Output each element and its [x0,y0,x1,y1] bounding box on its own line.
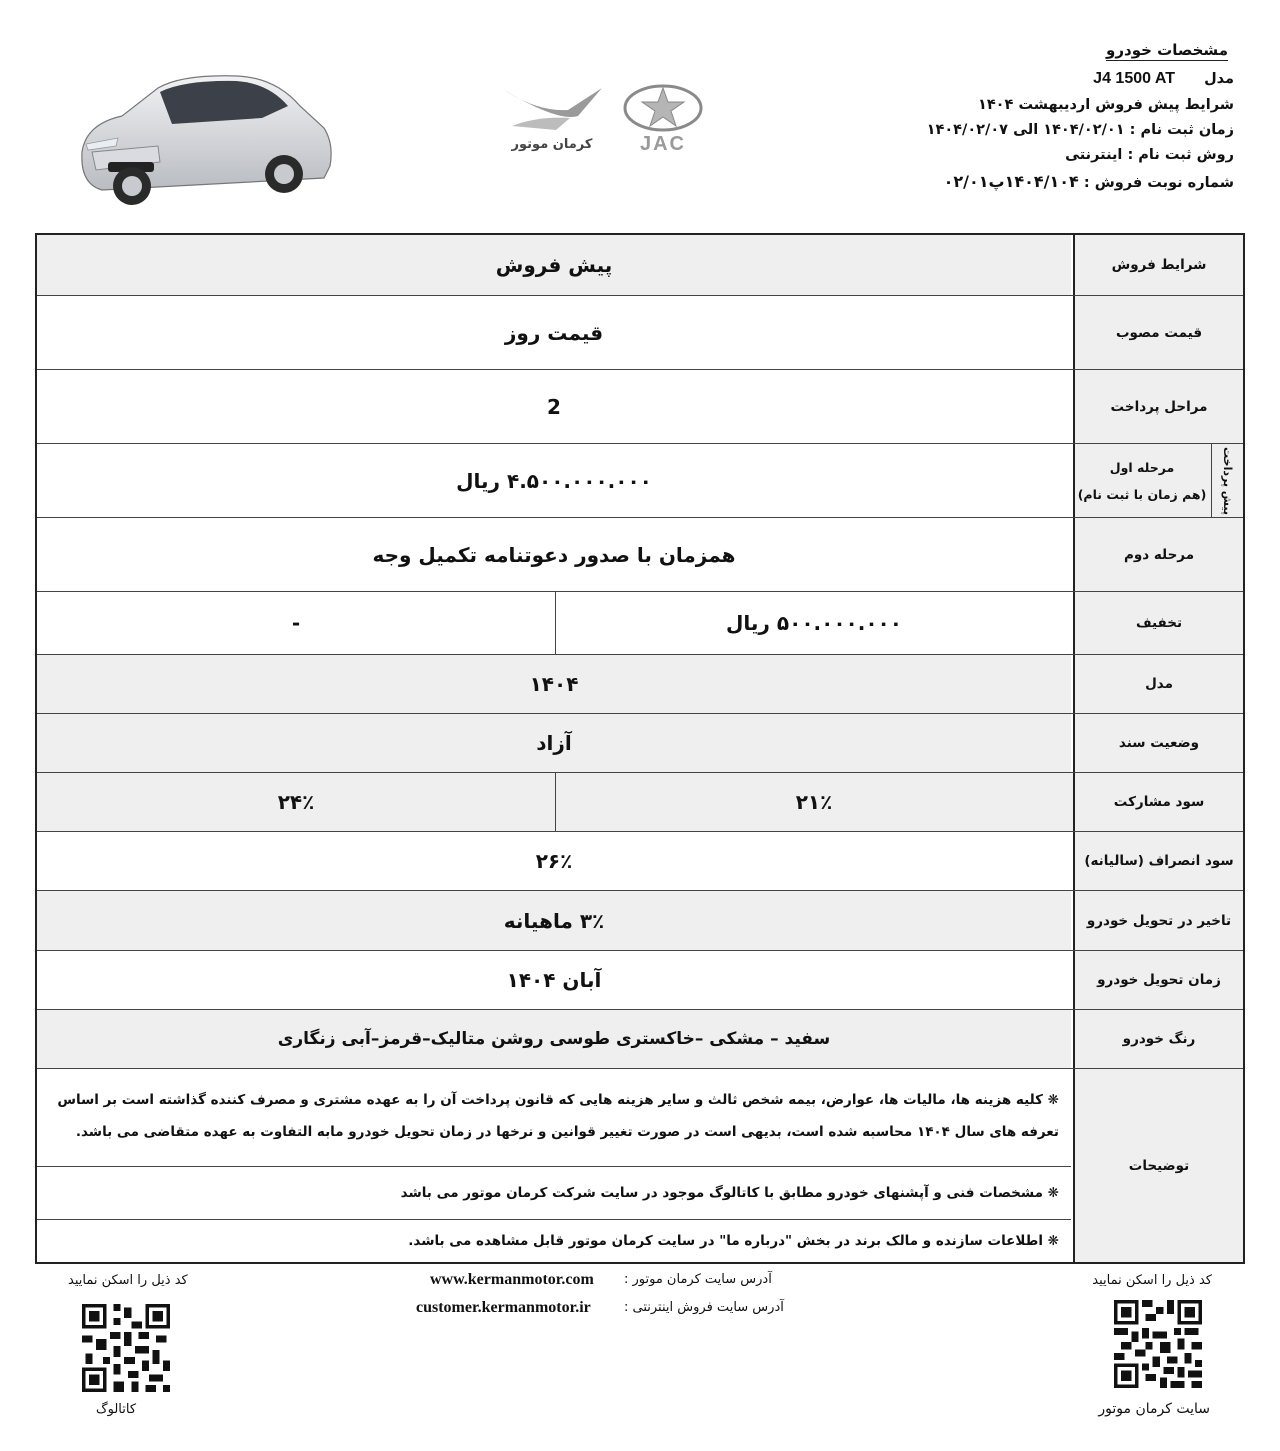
second-stage-label: مرحله دوم [1073,518,1243,591]
row-sale-conditions [37,235,1243,296]
row-model-year [37,655,1243,714]
approved-price-value: قیمت روز [37,296,1071,369]
first-stage-labels [1073,444,1211,517]
cancellation-profit-value: ۲۶٪ [37,832,1071,890]
row-document-status [37,714,1243,773]
sales-address-url[interactable]: customer.kermanmotor.ir [416,1299,591,1316]
document-status-label: وضعیت سند [1073,714,1243,772]
payment-stages-value: 2 [37,370,1071,443]
first-stage-label-cell [1073,444,1243,517]
color-label: رنگ خودرو [1073,1010,1243,1068]
cancellation-profit-label: سود انصراف (سالیانه) [1073,832,1243,890]
document-status-value: آزاد [37,714,1071,772]
conditions-table [35,233,1245,1264]
row-cancellation-profit [37,832,1243,891]
sale-number-line [814,172,1234,191]
scan-instruction-left: کد ذیل را اسکن نمایید [68,1273,188,1288]
site-address-url[interactable]: www.kermanmotor.com [430,1271,594,1288]
header-info [814,40,1234,191]
model-label: مدل [1204,71,1234,87]
sales-address-label: آدرس سایت فروش اینترنتی : [624,1300,784,1315]
delivery-delay-value: ۳٪ ماهیانه [37,891,1071,950]
row-approved-price [37,296,1243,370]
kerman-motor-logo-text: کرمان موتور [511,137,593,152]
note-item-2: ❋ مشخصات فنی و آپشنهای خودرو مطابق با کاتالوگ موجود در سایت شرکت کرمان موتور می باشد [37,1167,1071,1220]
kerman-motor-logo [498,82,606,156]
sale-number-value: ۱۴۰۴/۱۰۴پ۰۲/۰۱ [943,172,1079,191]
sale-conditions-label: شرایط فروش [1073,235,1243,295]
row-participation-profit [37,773,1243,832]
catalog-qr-code[interactable] [76,1304,176,1392]
registration-method-line: روش ثبت نام : اینترنتی [1065,147,1234,163]
participation-profit-label: سود مشارکت [1073,773,1243,831]
prepayment-side-label: پیش پرداخت [1221,446,1234,515]
scan-instruction-right: کد ذیل را اسکن نمایید [1092,1273,1212,1288]
website-qr-caption: سایت کرمان موتور [1098,1401,1210,1417]
row-delivery-time [37,951,1243,1010]
color-value: سفید – مشکی –خاکستری طوسی روشن متالیک–قرمز–آبی زنگاری [37,1010,1071,1068]
participation-profit-left: ۲۴٪ [37,773,556,831]
row-discount [37,592,1243,655]
prepayment-side-label-cell [1211,444,1243,517]
website-qr-code[interactable] [1104,1300,1212,1388]
sale-conditions-value: پیش فروش [37,235,1071,295]
model-value: J4 1500 AT [1093,70,1175,87]
row-second-stage [37,518,1243,592]
first-stage-label: مرحله اول [1109,459,1175,475]
row-color [37,1010,1243,1069]
payment-stages-label: مراحل پرداخت [1073,370,1243,443]
catalog-qr-caption: کاتالوگ [96,1402,137,1417]
sale-number-label: شماره نوبت فروش : [1083,175,1234,191]
participation-profit-right: ۲۱٪ [795,790,833,814]
first-stage-sublabel: (هم زمان با ثبت نام) [1077,486,1207,502]
site-address-label: آدرس سایت کرمان موتور : [624,1272,772,1287]
row-payment-stages [37,370,1243,444]
row-delivery-delay [37,891,1243,951]
row-first-stage [37,444,1243,518]
registration-time-line: زمان ثبت نام : ۱۴۰۴/۰۲/۰۱ الی ۱۴۰۴/۰۲/۰۷ [926,122,1234,138]
jac-logo [612,82,714,156]
note-item-1: ❋ کلیه هزینه ها، مالیات ها، عوارض، بیمه شخص ثالث و سایر هزینه هایی که قانون پرداخت آن را به عهده مشتری و مصرف کننده گذاشته است بر اساس تعرفه های سال ۱۴۰۴ محاسبه شده است، بدیهی است در صورت تغییر قوانین و نرخها در زمان تحویل خودرو مابه التفاوت به عهده متقاضی می باشد. [37,1078,1071,1167]
approved-price-label: قیمت مصوب [1073,296,1243,369]
spec-title: مشخصات خودرو [1106,41,1228,59]
delivery-time-value: آبان ۱۴۰۴ [37,951,1071,1009]
model-year-label: مدل [1073,655,1243,713]
car-image [62,66,334,214]
discount-label: تخفیف [1073,592,1243,654]
delivery-time-label: زمان تحویل خودرو [1073,951,1243,1009]
model-line [814,70,1234,88]
model-year-value: ۱۴۰۴ [37,655,1071,713]
delivery-delay-label: تاخیر در تحویل خودرو [1073,891,1243,950]
notes-label: توضیحات [1073,1069,1243,1262]
discount-value-right: ۵۰۰.۰۰۰.۰۰۰ ریال [726,611,902,635]
discount-value-left: - [37,592,556,654]
second-stage-value: همزمان با صدور دعوتنامه تکمیل وجه [37,518,1071,591]
note-item-3: ❋ اطلاعات سازنده و مالک برند در بخش "درباره ما" در سایت کرمان موتور قابل مشاهده می باشد. [408,1233,1059,1249]
first-stage-value: ۴.۵۰۰.۰۰۰.۰۰۰ ریال [37,444,1071,517]
jac-logo-text: JAC [639,133,687,155]
sale-conditions-line: شرایط پیش فروش اردیبهشت ۱۴۰۴ [977,97,1234,113]
